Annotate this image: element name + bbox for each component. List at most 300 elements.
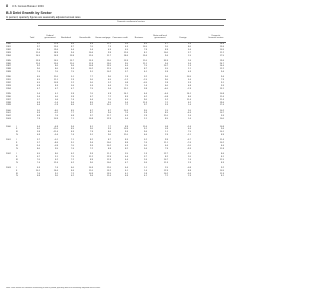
table-cell: 15.9 xyxy=(35,59,40,62)
table-cell: 9.0 xyxy=(143,98,147,101)
table-cell: 5.6 xyxy=(164,62,168,65)
row-quarter: I xyxy=(16,125,17,128)
table-cell: 6.3 xyxy=(36,166,40,169)
table-cell: 11.6 xyxy=(35,62,40,65)
row-label: 1985 xyxy=(6,59,11,62)
table-cell: 5.0 xyxy=(89,82,93,85)
row-label: 1998 xyxy=(6,101,11,104)
table-cell: 4.3 xyxy=(124,45,128,48)
table-cell: 8.6 xyxy=(70,104,74,107)
table-cell: 7.4 xyxy=(54,166,58,169)
table-cell: 12.6 xyxy=(88,54,93,57)
table-cell: 11.8 xyxy=(53,43,58,45)
table-cell: 13.1 xyxy=(219,87,224,90)
table-cell: 6.4 xyxy=(124,166,128,169)
row-label: 1990 xyxy=(6,76,11,79)
table-cell: 11.2 xyxy=(219,51,224,54)
table-cell: 8.7 xyxy=(89,112,93,115)
table-cell: 7.9 xyxy=(143,48,147,51)
table-cell: 9.5 xyxy=(143,109,147,112)
table-cell: 13.6 xyxy=(219,45,224,48)
table-cell: -8.6 xyxy=(54,142,58,145)
row-label: 2003 xyxy=(6,118,11,121)
table-cell: 8.5 xyxy=(70,109,74,112)
table-cell: 4.8 xyxy=(36,134,40,137)
row-label: 1988 xyxy=(6,68,11,71)
table-cell: -2.4 xyxy=(187,125,191,128)
table-cell: 7.2 xyxy=(107,95,111,98)
table-cell: 8.0 xyxy=(36,147,40,150)
table-cell: 4.4 xyxy=(124,155,128,158)
table-cell: 7.5 xyxy=(89,87,93,90)
row-quarter: I xyxy=(16,153,17,155)
table-cell: 11.1 xyxy=(163,142,168,145)
data-table xyxy=(6,19,226,178)
table-cell: 5.9 xyxy=(164,71,168,74)
table-cell: 4.7 xyxy=(36,87,40,90)
table-cell: -0.9 xyxy=(54,145,58,148)
table-cell: 10.7 xyxy=(219,112,224,115)
table-cell: 6.4 xyxy=(143,92,147,95)
table-cell: 8.5 xyxy=(89,101,93,104)
table-cell: 9.2 xyxy=(220,166,224,169)
table-cell: 10.1 xyxy=(35,169,40,172)
table-cell: 4.0 xyxy=(54,95,58,98)
row-label: 2000 xyxy=(6,109,11,112)
table-cell: 5.4 xyxy=(187,43,191,45)
table-cell: -7.6 xyxy=(187,142,191,145)
table-cell: 8.5 xyxy=(164,118,168,121)
table-subtitle: In percent; quarterly figures are seasonally adjusted annual rates xyxy=(6,15,81,19)
table-row xyxy=(6,172,226,178)
table-cell: 2.2 xyxy=(70,82,74,85)
table-cell: 4.9 xyxy=(36,84,40,87)
table-cell: 9.0 xyxy=(107,134,111,137)
column-header: Domestic financial sectors xyxy=(208,34,224,40)
table-cell: 5.7 xyxy=(36,98,40,101)
row-label: 1996 xyxy=(6,95,11,98)
row-label: 2002 xyxy=(6,153,11,155)
table-cell: 11.3 xyxy=(163,161,168,164)
table-cell: 7.5 xyxy=(124,84,128,87)
table-cell: 10.3 xyxy=(123,109,128,112)
table-cell: 3.3 xyxy=(187,82,191,85)
table-cell: 11.0 xyxy=(142,59,147,62)
table-cell: -0.8 xyxy=(164,95,168,98)
table-cell: 4.5 xyxy=(36,79,40,82)
row-label: 1986 xyxy=(6,62,11,65)
table-cell: 13.6 xyxy=(53,45,58,48)
table-cell: 1.6 xyxy=(187,118,191,121)
table-cell: -0.8 xyxy=(187,166,191,169)
table-cell: 6.9 xyxy=(36,101,40,104)
table-cell: 6.2 xyxy=(70,175,74,178)
table-cell: 5.4 xyxy=(36,145,40,148)
table-header xyxy=(6,20,226,42)
table-cell: 4.5 xyxy=(124,48,128,51)
table-cell: 9.7 xyxy=(89,115,93,118)
table-cell: 9.1 xyxy=(220,82,224,85)
table-cell: 7.0 xyxy=(70,145,74,148)
table-cell: 7.7 xyxy=(107,125,111,128)
table-cell: 17.5 xyxy=(219,54,224,57)
table-cell: 7.7 xyxy=(70,112,74,115)
row-label: 2001 xyxy=(6,112,11,115)
table-cell: 17.4 xyxy=(219,104,224,107)
table-cell: 11.8 xyxy=(219,147,224,150)
table-cell: 8.2 xyxy=(164,155,168,158)
table-cell: 14.5 xyxy=(35,54,40,57)
table-cell: 6.2 xyxy=(70,153,74,155)
table-cell: 8.8 xyxy=(107,147,111,150)
table-cell: 10.9 xyxy=(53,118,58,121)
table-cell: 9.6 xyxy=(143,131,147,134)
table-cell: 16.6 xyxy=(53,169,58,172)
table-cell: 10.2 xyxy=(219,109,224,112)
row-label: 2000 xyxy=(6,125,11,128)
table-cell: 7.0 xyxy=(36,158,40,161)
table-cell: 13.5 xyxy=(106,65,111,68)
table-cell: 9.9 xyxy=(107,51,111,54)
table-cell: 5.4 xyxy=(124,101,128,104)
table-cell: -9.3 xyxy=(187,147,191,150)
table-cell: -0.5 xyxy=(143,82,147,85)
table-cell: 7.2 xyxy=(89,147,93,150)
table-cell: 5.2 xyxy=(164,98,168,101)
table-cell: 11.0 xyxy=(69,62,74,65)
table-cell: 6.7 xyxy=(89,95,93,98)
table-cell: 6.7 xyxy=(36,155,40,158)
table-cell: 6.5 xyxy=(36,76,40,79)
table-cell: 5.7 xyxy=(36,142,40,145)
table-cell: 6.2 xyxy=(54,158,58,161)
table-row xyxy=(6,71,226,74)
table-cell: 6.6 xyxy=(143,134,147,137)
table-cell: 19.6 xyxy=(219,101,224,104)
table-cell: -1.4 xyxy=(54,101,58,104)
table-cell: -5.4 xyxy=(54,134,58,137)
table-cell: 8.9 xyxy=(164,48,168,51)
column-header: Nonfederal xyxy=(60,37,72,40)
table-cell: 6.0 xyxy=(70,166,74,169)
table-cell: 7.4 xyxy=(36,161,40,164)
table-cell: -8.0 xyxy=(54,109,58,112)
table-cell: 3.6 xyxy=(143,161,147,164)
row-label: 1989 xyxy=(6,71,11,74)
table-cell: 6.8 xyxy=(36,175,40,178)
row-quarter: III xyxy=(16,158,18,161)
table-cell: 8.9 xyxy=(220,134,224,137)
table-cell: -1.2 xyxy=(124,79,128,82)
table-cell: 10.9 xyxy=(123,128,128,131)
table-cell: 15.7 xyxy=(69,59,74,62)
table-cell: 10.0 xyxy=(106,142,111,145)
table-cell: -2.1 xyxy=(187,134,191,137)
table-cell: 10.2 xyxy=(219,142,224,145)
table-cell: 15.1 xyxy=(123,87,128,90)
table-cell: 11.7 xyxy=(106,115,111,118)
table-cell: 6.4 xyxy=(36,104,40,107)
table-cell: 11.6 xyxy=(142,125,147,128)
table-cell: 6.4 xyxy=(89,98,93,101)
table-cell: 9.4 xyxy=(70,51,74,54)
table-cell: 8.6 xyxy=(70,43,74,45)
table-cell: 8.9 xyxy=(124,125,128,128)
table-cell: 7.5 xyxy=(187,131,191,134)
table-cell: 7.6 xyxy=(143,142,147,145)
table-cell: 11.4 xyxy=(186,98,191,101)
table-cell: 4.6 xyxy=(107,84,111,87)
table-cell: 8.0 xyxy=(54,153,58,155)
table-cell: 7.9 xyxy=(164,147,168,150)
table-cell: 16.1 xyxy=(186,92,191,95)
row-label: 1982 xyxy=(6,48,11,51)
table-cell: 7.6 xyxy=(36,172,40,175)
table-cell: 3.8 xyxy=(143,87,147,90)
table-cell: 8.7 xyxy=(143,68,147,71)
row-quarter: II xyxy=(16,142,18,145)
table-cell: 2.6 xyxy=(187,59,191,62)
row-quarter: IV xyxy=(16,161,19,164)
table-cell: 4.1 xyxy=(124,172,128,175)
table-cell: 2.3 xyxy=(70,79,74,82)
table-cell: 2.0 xyxy=(187,155,191,158)
table-cell: 4.8 xyxy=(187,84,191,87)
row-label: 2003 xyxy=(6,166,11,169)
table-cell: 5.4 xyxy=(187,79,191,82)
table-cell: 3.6 xyxy=(70,84,74,87)
table-cell: 10.8 xyxy=(219,92,224,95)
table-cell: 8.0 xyxy=(54,68,58,71)
table-cell: 9.6 xyxy=(107,112,111,115)
table-cell: 12.9 xyxy=(106,155,111,158)
table-cell: 6.5 xyxy=(36,153,40,155)
table-cell: 0.8 xyxy=(124,82,128,85)
table-cell: 7.7 xyxy=(89,76,93,79)
table-cell: 5.6 xyxy=(143,147,147,150)
table-cell: 4.1 xyxy=(143,175,147,178)
table-cell: 9.3 xyxy=(36,48,40,51)
table-cell: 9.0 xyxy=(107,76,111,79)
table-cell: 3.3 xyxy=(164,104,168,107)
table-cell: 9.4 xyxy=(70,125,74,128)
table-cell: 8.8 xyxy=(124,142,128,145)
table-cell: 8.0 xyxy=(54,65,58,68)
table-cell: 5.0 xyxy=(143,145,147,148)
table-cell: 3.7 xyxy=(143,155,147,158)
table-cell: 4.9 xyxy=(107,48,111,51)
column-header: Business xyxy=(134,37,144,40)
table-cell: 9.0 xyxy=(89,161,93,164)
table-cell: -4.6 xyxy=(164,92,168,95)
table-cell: 16.9 xyxy=(53,54,58,57)
table-cell: 1.9 xyxy=(187,175,191,178)
row-label: 1993 xyxy=(6,84,11,87)
table-cell: 1.8 xyxy=(143,172,147,175)
row-quarter: IV xyxy=(16,134,19,137)
table-cell: 5.5 xyxy=(164,68,168,71)
table-cell: 11.5 xyxy=(106,68,111,71)
table-cell: 9.3 xyxy=(70,68,74,71)
table-cell: 11.0 xyxy=(53,76,58,79)
table-cell: 7.3 xyxy=(107,45,111,48)
table-cell: 6.2 xyxy=(70,161,74,164)
table-cell: 9.0 xyxy=(54,175,58,178)
table-cell: 15.3 xyxy=(88,59,93,62)
table-cell: 13.5 xyxy=(106,172,111,175)
row-label: 1980 xyxy=(6,43,11,45)
table-cell: 13.2 xyxy=(106,169,111,172)
table-cell: 9.4 xyxy=(89,142,93,145)
table-cell: 9.4 xyxy=(220,76,224,79)
table-cell: 10.2 xyxy=(106,71,111,74)
row-quarter: II xyxy=(16,155,18,158)
table-cell: 10.6 xyxy=(88,51,93,54)
column-header: Foreign xyxy=(179,37,187,40)
table-cell: 8.5 xyxy=(70,128,74,131)
table-cell: 6.5 xyxy=(107,79,111,82)
table-cell: 10.5 xyxy=(219,169,224,172)
table-cell: 24.7 xyxy=(219,62,224,65)
table-cell: 3.8 xyxy=(36,131,40,134)
table-cell: 9.6 xyxy=(164,54,168,57)
table-cell: 9.1 xyxy=(70,142,74,145)
table-cell: 7.5 xyxy=(70,155,74,158)
table-cell: 5.0 xyxy=(164,76,168,79)
table-cell: 18.6 xyxy=(123,54,128,57)
table-cell: 4.4 xyxy=(124,158,128,161)
table-cell: 9.9 xyxy=(164,139,168,142)
table-cell: 7.1 xyxy=(70,118,74,121)
table-cell: 6.9 xyxy=(36,115,40,118)
table-cell: 9.1 xyxy=(143,128,147,131)
row-label: 1997 xyxy=(6,98,11,101)
table-cell: 10.0 xyxy=(219,118,224,121)
row-quarter: III xyxy=(16,131,18,134)
row-label: 1999 xyxy=(6,104,11,107)
table-cell: 8.3 xyxy=(220,161,224,164)
table-cell: 10.1 xyxy=(106,104,111,107)
row-quarter: I xyxy=(16,166,17,169)
table-cell: 4.5 xyxy=(124,98,128,101)
table-cell: 5.6 xyxy=(187,48,191,51)
table-cell: 8.3 xyxy=(70,131,74,134)
table-cell: 11.1 xyxy=(106,153,111,155)
table-cell: 9.3 xyxy=(220,84,224,87)
table-cell: 8.9 xyxy=(89,43,93,45)
table-row xyxy=(6,148,226,151)
table-cell: 12.0 xyxy=(106,166,111,169)
table-cell: 2.5 xyxy=(164,166,168,169)
table-cell: 11.9 xyxy=(88,62,93,65)
table-title-block xyxy=(6,11,226,19)
table-cell: 7.4 xyxy=(70,98,74,101)
row-label: 1983 xyxy=(6,51,11,54)
table-cell: 10.7 xyxy=(163,65,168,68)
table-cell: -2.1 xyxy=(187,153,191,155)
table-row xyxy=(6,118,226,121)
table-cell: 1.4 xyxy=(143,84,147,87)
row-quarter: IV xyxy=(16,175,19,178)
table-cell: 11.0 xyxy=(88,169,93,172)
column-header: Total xyxy=(29,37,35,40)
table-cell: 10.5 xyxy=(186,76,191,79)
table-cell: 8.5 xyxy=(164,112,168,115)
table-cell: 6.1 xyxy=(124,169,128,172)
table-title: B-5 Debt Growth by Sector xyxy=(6,11,52,15)
table-cell: 7.5 xyxy=(143,65,147,68)
row-label: 1991 xyxy=(6,79,11,82)
table-cell: 10.0 xyxy=(163,51,168,54)
table-cell: 5.9 xyxy=(70,92,74,95)
table-cell: -2.0 xyxy=(187,145,191,148)
table-cell: -5.7 xyxy=(187,139,191,142)
table-cell: 9.3 xyxy=(124,131,128,134)
table-cell: 7.0 xyxy=(89,45,93,48)
table-cell: 8.4 xyxy=(220,145,224,148)
table-cell: 12.2 xyxy=(219,68,224,71)
table-cell: 10.7 xyxy=(163,158,168,161)
table-cell: 10.2 xyxy=(163,172,168,175)
table-cell: -3.6 xyxy=(187,172,191,175)
table-cell: 12.7 xyxy=(163,153,168,155)
table-cell: 10.2 xyxy=(88,68,93,71)
table-cell: 9.5 xyxy=(54,147,58,150)
table-cell: 7.9 xyxy=(89,131,93,134)
table-cell: 11.1 xyxy=(53,79,58,82)
table-cell: 2.1 xyxy=(143,118,147,121)
page-header xyxy=(6,4,226,9)
table-cell: 5.2 xyxy=(107,82,111,85)
table-cell: 9.7 xyxy=(143,104,147,107)
table-row xyxy=(6,55,226,58)
table-cell: 7.5 xyxy=(70,71,74,74)
table-cell: 6.2 xyxy=(187,101,191,104)
table-cell: 4.0 xyxy=(36,128,40,131)
table-cell: 9.6 xyxy=(70,65,74,68)
table-cell: -1.9 xyxy=(187,87,191,90)
table-cell: 9.0 xyxy=(164,79,168,82)
table-cell: 4.6 xyxy=(164,145,168,148)
table-cell: 12.9 xyxy=(106,118,111,121)
table-cell: 6.4 xyxy=(36,125,40,128)
table-cell: 9.3 xyxy=(220,115,224,118)
table-cell: -0.2 xyxy=(54,112,58,115)
table-cell: 1.1 xyxy=(143,166,147,169)
table-cell: 4.3 xyxy=(124,145,128,148)
table-row xyxy=(6,162,226,165)
table-cell: 10.0 xyxy=(106,161,111,164)
table-cell: 0.9 xyxy=(164,128,168,131)
table-cell: 3.5 xyxy=(124,153,128,155)
table-cell: 0.8 xyxy=(164,125,168,128)
table-cell: 8.1 xyxy=(89,125,93,128)
table-cell: -11.4 xyxy=(53,131,58,134)
table-cell: 9.3 xyxy=(89,145,93,148)
table-cell: 11.4 xyxy=(219,139,224,142)
table-cell: 2.3 xyxy=(187,161,191,164)
table-cell: 1.4 xyxy=(187,104,191,107)
table-cell: 4.5 xyxy=(36,82,40,85)
row-label: 1995 xyxy=(6,92,11,95)
table-cell: 19.6 xyxy=(53,48,58,51)
table-cell: 8.9 xyxy=(89,158,93,161)
table-cell: 10.5 xyxy=(219,48,224,51)
table-cell: 12.6 xyxy=(123,51,128,54)
table-cell: 10.8 xyxy=(219,125,224,128)
table-cell: 9.2 xyxy=(36,65,40,68)
table-cell: 13.8 xyxy=(69,54,74,57)
